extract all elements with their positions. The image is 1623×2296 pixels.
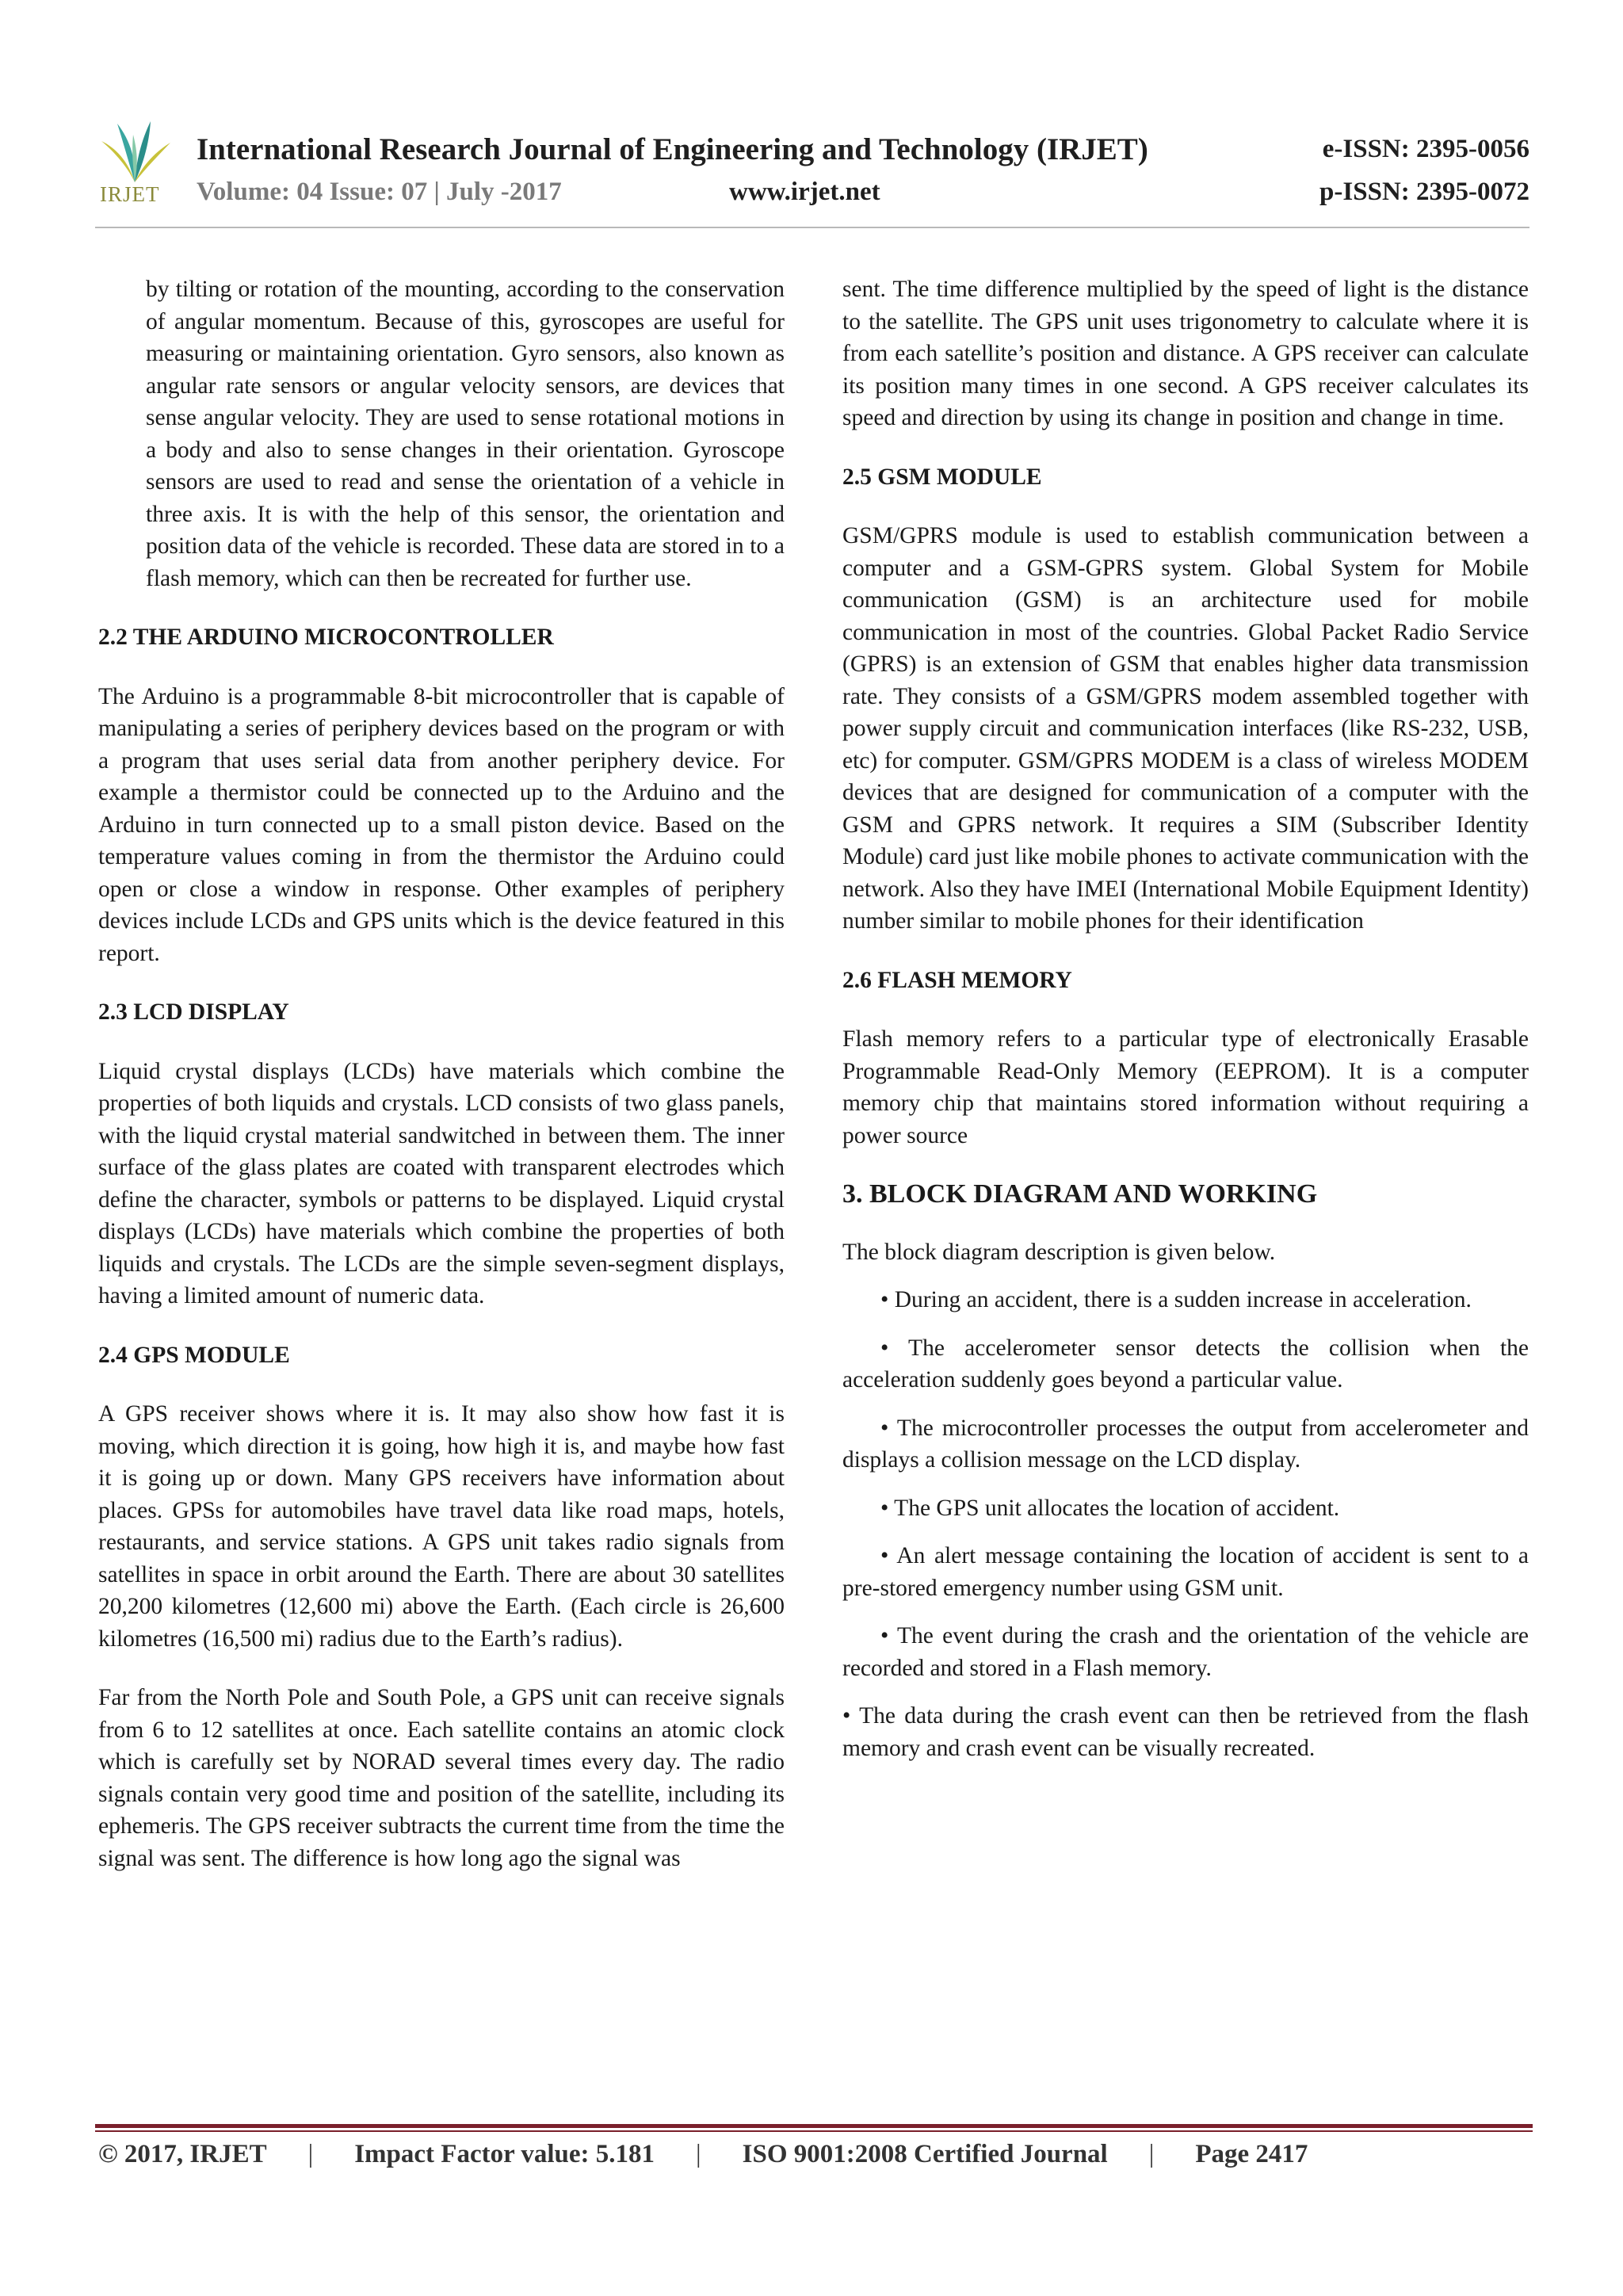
paragraph: Far from the North Pole and South Pole, a GPS unit can receive signals from 6 to 12 satellites at once. Each satellite contains an atomic clock which is carefully set by NORAD several times every day. The radio signals contain very good time and position of the satellite, including its ephemeris. The GPS receiver subtracts the current time from the time the signal was sent. The difference is how long ago the signal was (98, 1685, 785, 1871)
bullet-item: • During an accident, there is a sudden increase in acceleration. (880, 1287, 1472, 1312)
bullet-item: • The GPS unit allocates the location of accident. (880, 1495, 1340, 1521)
right-column (842, 273, 1529, 1780)
pissn: p-ISSN: 2395-0072 (1319, 178, 1529, 206)
page-footer (98, 2140, 1308, 2169)
section-heading: 2.3 LCD DISPLAY (98, 999, 289, 1025)
footer-separator: | (696, 2140, 701, 2168)
bullet-item: • An alert message containing the location of accident is sent to a pre-stored emergency number using GSM unit. (842, 1543, 1529, 1601)
paragraph: sent. The time difference multiplied by the speed of light is the distance to the satellite. The GPS unit uses trigonometry to calculate where it is from each satellite’s position and distance. A GPS receiver can calculate its position many times in one second. A GPS receiver calculates its speed and direction by using its change in position and change in time. (842, 277, 1529, 430)
footer-divider (95, 2124, 1533, 2128)
eissn: e-ISSN: 2395-0056 (1322, 135, 1529, 163)
journal-header (95, 117, 1529, 228)
footer-separator: | (1148, 2140, 1155, 2168)
bullet-item: • The microcontroller processes the output from accelerometer and displays a collision message on the LCD display. (842, 1415, 1529, 1473)
footer-copyright: © 2017, IRJET (98, 2140, 267, 2168)
volume-info: Volume: 04 Issue: 07 | July -2017 (197, 178, 562, 206)
section-heading: 2.5 GSM MODULE (842, 464, 1042, 490)
paragraph: The Arduino is a programmable 8-bit microcontroller that is capable of manipulating a series of periphery devices based on the program or with a program that uses serial data from another periphery device. For example a thermistor could be connected up to the Arduino and the Arduino in turn connected up to a small piston device. Based on the temperature values coming in from the thermistor the Arduino could open or close a window in response. Other examples of periphery devices include LCDs and GPS units which is the device featured in this report. (98, 683, 785, 966)
paragraph: The block diagram description is given below. (842, 1239, 1276, 1265)
header-divider (95, 227, 1529, 228)
paragraph: Flash memory refers to a particular type of electronically Erasable Programmable Read-Only Memory (EEPROM). It is a computer memory chip that maintains stored information without requiring a power source (842, 1026, 1529, 1148)
website-link[interactable]: www.irjet.net (729, 178, 880, 206)
section-heading: 2.4 GPS MODULE (98, 1342, 290, 1368)
paragraph: by tilting or rotation of the mounting, according to the conservation of angular momentum. Because of this, gyroscopes are useful for measuring or maintaining orientation. Gyro sensors, also known as angular rate sensors or angular velocity sensors, are devices that sense angular velocity. They are used to sense rotational motions in a body and also to sense changes in their orientation. Gyroscope sensors are used to read and sense the orientation of a vehicle in three axis. It is with the help of this sensor, the orientation and position data of the vehicle is recorded. These data are stored in to a flash memory, which can then be recreated for further use. (146, 277, 785, 591)
bullet-item: • The data during the crash event can then be retrieved from the flash memory and crash event can be visually recreated. (842, 1703, 1529, 1761)
paragraph: A GPS receiver shows where it is. It may also show how fast it is moving, which direction it is going, how high it is, and maybe how fast it is going up or down. Many GPS receivers have information about places. GPSs for automobiles have travel data like road maps, hotels, restaurants, and service stations. A GPS unit takes radio signals from satellites in space in orbit around the Earth. There are about 30 satellites 20,200 kilometres (12,600 mi) above the Earth. (Each circle is 26,600 kilometres (16,500 mi) radius due to the Earth’s radius). (98, 1401, 785, 1652)
left-column (98, 273, 785, 1901)
section-heading-major: 3. BLOCK DIAGRAM AND WORKING (842, 1179, 1318, 1209)
footer-separator: | (307, 2140, 314, 2168)
logo-leaves-icon (95, 117, 174, 189)
bullet-item: • The event during the crash and the orientation of the vehicle are recorded and stored in a Flash memory. (842, 1623, 1529, 1681)
irjet-logo (95, 117, 174, 220)
section-heading: 2.2 THE ARDUINO MICROCONTROLLER (98, 625, 554, 650)
footer-page-number: Page 2417 (1195, 2140, 1308, 2168)
bullet-item: • The accelerometer sensor detects the collision when the acceleration suddenly goes beyond a particular value. (842, 1335, 1529, 1392)
footer-divider-thin (95, 2130, 1533, 2132)
logo-text: IRJET (100, 182, 160, 206)
section-heading: 2.6 FLASH MEMORY (842, 967, 1072, 993)
footer-iso: ISO 9001:2008 Certified Journal (742, 2140, 1108, 2168)
footer-impact-factor: Impact Factor value: 5.181 (354, 2140, 655, 2168)
paragraph: Liquid crystal displays (LCDs) have materials which combine the properties of both liquids and crystals. LCD consists of two glass panels, with the liquid crystal material sandwitched in between them. The inner surface of the glass plates are coated with transparent electrodes which define the character, symbols or patterns to be displayed. Liquid crystal displays (LCDs) have materials which combine the properties of both liquids and crystals. The LCDs are the simple seven-segment displays, having a limited amount of numeric data. (98, 1058, 785, 1308)
journal-title: International Research Journal of Engineering and Technology (IRJET) (197, 132, 1148, 166)
paragraph: GSM/GPRS module is used to establish communication between a computer and a GSM-GPRS system. Global System for Mobile communication (GSM) is an architecture used for mobile communication in most of the countries. Global Packet Radio Service (GPRS) is an extension of GSM that enables higher data transmission rate. They consists of a GSM/GPRS modem assembled together with power supply circuit and communication interfaces (like RS-232, USB, etc) for computer. GSM/GPRS MODEM is a class of wireless MODEM devices that are designed for communication of a computer with the GSM and GPRS network. It requires a SIM (Subscriber Identity Module) card just like mobile phones to activate communication with the network. Also they have IMEI (International Mobile Equipment Identity) number similar to mobile phones for their identification (842, 523, 1529, 934)
